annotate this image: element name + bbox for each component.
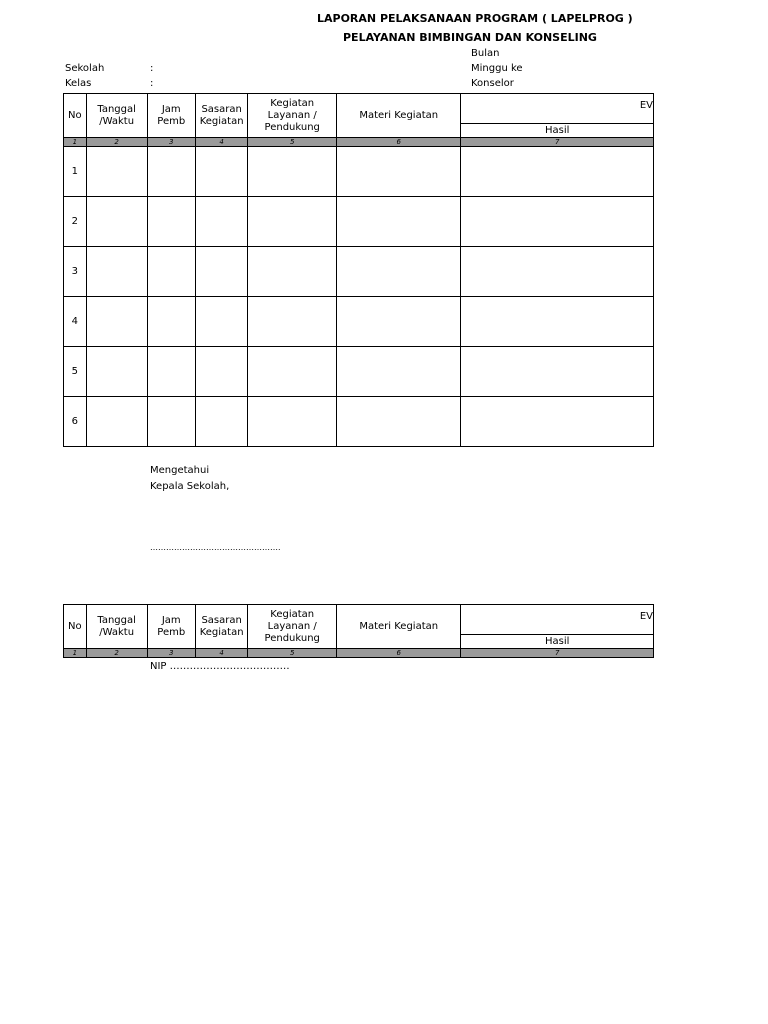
cell[interactable]	[195, 247, 248, 297]
cell[interactable]	[195, 347, 248, 397]
cell[interactable]	[248, 247, 337, 297]
sekolah-colon: :	[150, 63, 154, 74]
cell[interactable]	[147, 197, 195, 247]
cell[interactable]	[86, 247, 147, 297]
column-number: 2	[86, 649, 147, 658]
cell[interactable]	[86, 197, 147, 247]
cell[interactable]	[147, 397, 195, 447]
column-number: 4	[195, 138, 248, 147]
column-number: 1	[64, 649, 87, 658]
cell[interactable]	[147, 347, 195, 397]
cell[interactable]	[86, 397, 147, 447]
col-evaluasi	[461, 94, 654, 124]
column-number: 3	[147, 138, 195, 147]
kelas-colon: :	[150, 78, 154, 89]
row-number: 1	[64, 147, 87, 197]
row-number: 3	[64, 247, 87, 297]
column-number: 6	[337, 649, 461, 658]
cell[interactable]	[195, 147, 248, 197]
row-number: 5	[64, 347, 87, 397]
cell[interactable]	[248, 147, 337, 197]
column-number: 6	[337, 138, 461, 147]
kelas-label: Kelas	[65, 78, 92, 89]
col-evaluasi	[461, 605, 654, 635]
col-tanggal: Tanggal /Waktu	[86, 605, 147, 649]
cell[interactable]	[461, 297, 654, 347]
col-no: No	[64, 605, 87, 649]
column-number: 5	[248, 649, 337, 658]
cell[interactable]	[195, 397, 248, 447]
cell[interactable]	[337, 347, 461, 397]
cell[interactable]	[337, 397, 461, 447]
table-row	[64, 197, 654, 247]
col-tanggal: Tanggal /Waktu	[86, 94, 147, 138]
cell[interactable]	[86, 147, 147, 197]
col-materi: Materi Kegiatan	[337, 94, 461, 138]
cell[interactable]	[86, 347, 147, 397]
table-row	[64, 147, 654, 197]
konselor-label: Konselor	[471, 78, 514, 89]
cell[interactable]	[461, 197, 654, 247]
minggu-label: Minggu ke	[471, 63, 523, 74]
cell[interactable]	[248, 397, 337, 447]
report-subtitle: PELAYANAN BIMBINGAN DAN KONSELING	[343, 31, 597, 44]
cell[interactable]	[195, 297, 248, 347]
col-kegiatan: Kegiatan Layanan / Pendukung	[248, 605, 337, 649]
row-number: 2	[64, 197, 87, 247]
col-kegiatan: Kegiatan Layanan / Pendukung	[248, 94, 337, 138]
cell[interactable]	[147, 247, 195, 297]
row-number: 6	[64, 397, 87, 447]
col-sasaran: Sasaran Kegiatan	[195, 605, 248, 649]
table-row	[64, 247, 654, 297]
cell[interactable]	[337, 147, 461, 197]
col-sasaran: Sasaran Kegiatan	[195, 94, 248, 138]
cell[interactable]	[195, 197, 248, 247]
bulan-label: Bulan	[471, 48, 500, 59]
signature-line: ………………………………………….	[150, 543, 281, 552]
sekolah-label: Sekolah	[65, 63, 105, 74]
column-number-row	[64, 138, 654, 147]
cell[interactable]	[337, 197, 461, 247]
col-no: No	[64, 94, 87, 138]
report-table-repeat	[63, 604, 654, 658]
col-evaluasi-label: EV	[639, 100, 653, 111]
col-evaluasi-label: EV	[639, 611, 653, 622]
cell[interactable]	[461, 247, 654, 297]
col-materi: Materi Kegiatan	[337, 605, 461, 649]
report-title: LAPORAN PELAKSANAAN PROGRAM ( LAPELPROG )	[317, 12, 633, 25]
column-number: 2	[86, 138, 147, 147]
col-jam: Jam Pemb	[147, 94, 195, 138]
nip-label: NIP ………………………………	[150, 661, 290, 672]
column-number: 7	[461, 649, 654, 658]
report-table	[63, 93, 654, 447]
cell[interactable]	[337, 247, 461, 297]
row-number: 4	[64, 297, 87, 347]
table-row	[64, 397, 654, 447]
col-hasil: Hasil	[461, 124, 654, 138]
cell[interactable]	[248, 297, 337, 347]
table-row	[64, 347, 654, 397]
column-number-row	[64, 649, 654, 658]
cell[interactable]	[86, 297, 147, 347]
cell[interactable]	[461, 347, 654, 397]
cell[interactable]	[461, 397, 654, 447]
cell[interactable]	[147, 297, 195, 347]
column-number: 4	[195, 649, 248, 658]
column-number: 5	[248, 138, 337, 147]
cell[interactable]	[248, 347, 337, 397]
cell[interactable]	[147, 147, 195, 197]
table-row	[64, 297, 654, 347]
col-hasil: Hasil	[461, 635, 654, 649]
cell[interactable]	[461, 147, 654, 197]
mengetahui-label: Mengetahui	[150, 465, 210, 476]
kepala-sekolah-label: Kepala Sekolah,	[150, 481, 230, 492]
cell[interactable]	[248, 197, 337, 247]
column-number: 7	[461, 138, 654, 147]
column-number: 1	[64, 138, 87, 147]
col-jam: Jam Pemb	[147, 605, 195, 649]
column-number: 3	[147, 649, 195, 658]
cell[interactable]	[337, 297, 461, 347]
